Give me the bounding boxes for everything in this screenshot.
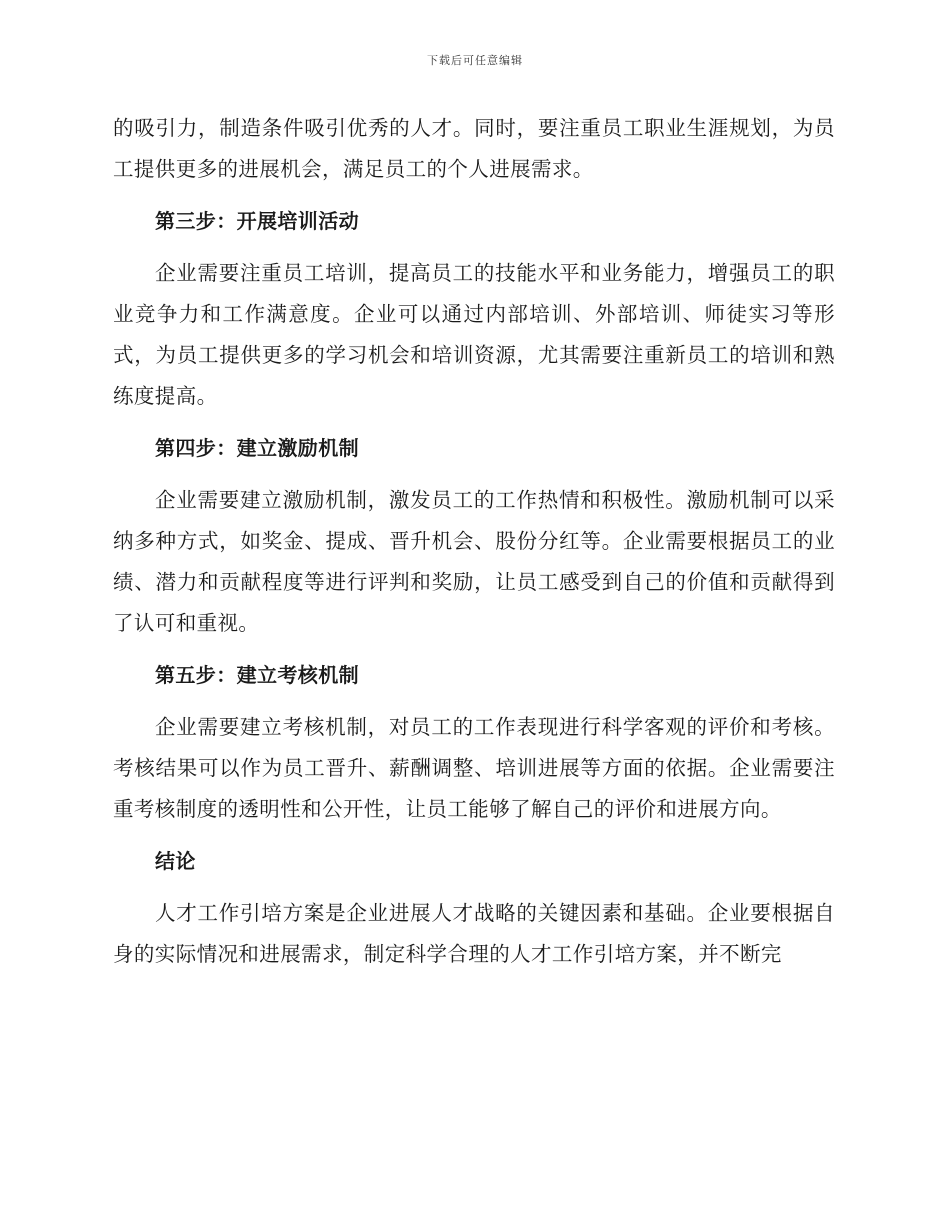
conclusion-heading: 结论	[155, 849, 196, 873]
step3-paragraph: 企业需要注重员工培训，提高员工的技能水平和业务能力，增强员工的职业竞争力和工作满意度。企业可以通过内部培训、外部培训、师徒实习等形式，为员工提供更多的学习机会和培训资源，尤其需要注重新员工的培训和熟练度提高。	[113, 261, 835, 408]
step5-paragraph: 企业需要建立考核机制，对员工的工作表现进行科学客观的评价和考核。考核结果可以作为员工晋升、薪酬调整、培训进展等方面的依据。企业需要注重考核制度的透明性和公开性，让员工能够了解自己的评价和进展方向。	[113, 715, 835, 821]
step4-paragraph: 企业需要建立激励机制，激发员工的工作热情和积极性。激励机制可以采纳多种方式，如奖金、提成、晋升机会、股份分红等。企业需要根据员工的业绩、潜力和贡献程度等进行评判和奖励，让员工感受到自己的价值和贡献得到了认可和重视。	[113, 488, 835, 635]
conclusion-paragraph: 人才工作引培方案是企业进展人才战略的关键因素和基础。企业要根据自身的实际情况和进展需求，制定科学合理的人才工作引培方案，并不断完	[113, 901, 835, 966]
intro-paragraph: 的吸引力，制造条件吸引优秀的人才。同时，要注重员工职业生涯规划，为员工提供更多的进展机会，满足员工的个人进展需求。	[113, 116, 835, 181]
step4-heading: 第四步：建立激励机制	[155, 436, 359, 460]
step3-heading: 第三步：开展培训活动	[155, 209, 359, 233]
document-body	[113, 108, 835, 975]
page-header: 下载后可任意编辑	[427, 54, 523, 67]
step5-heading: 第五步：建立考核机制	[155, 663, 359, 687]
